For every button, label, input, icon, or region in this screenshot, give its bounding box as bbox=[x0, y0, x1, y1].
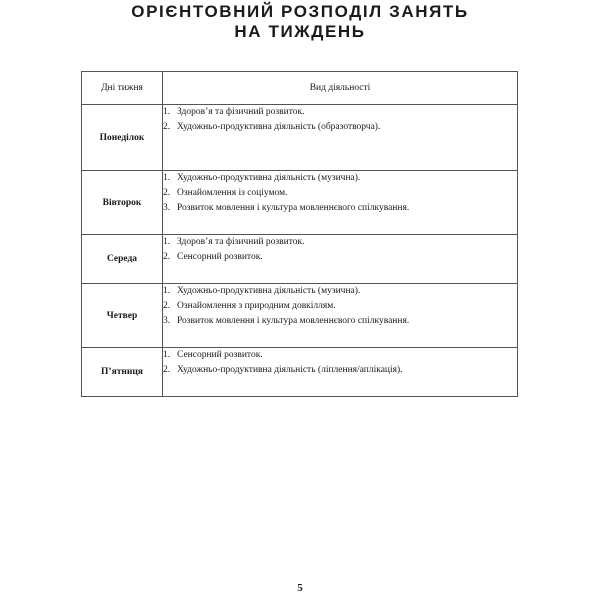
list-item bbox=[163, 235, 517, 250]
list-item bbox=[163, 299, 517, 314]
item-number: 1. bbox=[163, 173, 171, 183]
activities-cell bbox=[163, 171, 518, 235]
page-title-line-1: ОРІЄНТОВНИЙ РОЗПОДІЛ ЗАНЯТЬ bbox=[131, 2, 469, 21]
list-item bbox=[163, 201, 517, 216]
list-item bbox=[163, 250, 517, 265]
activities-cell bbox=[163, 348, 518, 397]
item-text: Здоров’я та фізичний розвиток. bbox=[177, 107, 305, 117]
table-header-row bbox=[82, 72, 518, 105]
list-item bbox=[163, 171, 517, 186]
list-item bbox=[163, 105, 517, 120]
table-row bbox=[82, 171, 518, 235]
item-text: Ознайомлення з природним довкіллям. bbox=[177, 301, 336, 311]
item-number: 2. bbox=[163, 252, 171, 262]
day-cell: П’ятниця bbox=[82, 348, 163, 397]
item-text: Здоров’я та фізичний розвиток. bbox=[177, 237, 305, 247]
item-number: 2. bbox=[163, 301, 171, 311]
page-title-line-2: НА ТИЖДЕНЬ bbox=[234, 22, 366, 41]
list-item bbox=[163, 120, 517, 135]
day-cell: Вівторок bbox=[82, 171, 163, 235]
activity-list bbox=[163, 235, 517, 265]
table-row bbox=[82, 105, 518, 171]
item-text: Художньо-продуктивна діяльність (ліплення/аплікація). bbox=[177, 365, 403, 375]
item-text: Розвиток мовлення і культура мовленнєвого спілкування. bbox=[177, 203, 410, 213]
table-row bbox=[82, 235, 518, 284]
header-day-column: Дні тижня bbox=[82, 72, 163, 105]
header-activity-column: Вид діяльності bbox=[163, 72, 518, 105]
item-number: 1. bbox=[163, 107, 171, 117]
item-text: Художньо-продуктивна діяльність (образотворча). bbox=[177, 122, 381, 132]
day-cell: Четвер bbox=[82, 284, 163, 348]
list-item bbox=[163, 348, 517, 363]
item-number: 1. bbox=[163, 286, 171, 296]
item-text: Розвиток мовлення і культура мовленнєвого спілкування. bbox=[177, 316, 410, 326]
item-number: 3. bbox=[163, 203, 171, 213]
activity-list bbox=[163, 105, 517, 135]
activity-list bbox=[163, 171, 517, 216]
item-number: 2. bbox=[163, 188, 171, 198]
day-cell: Середа bbox=[82, 235, 163, 284]
list-item bbox=[163, 314, 517, 329]
activities-cell bbox=[163, 235, 518, 284]
activities-cell bbox=[163, 284, 518, 348]
activities-cell bbox=[163, 105, 518, 171]
activity-list bbox=[163, 284, 517, 329]
day-cell: Понеділок bbox=[82, 105, 163, 171]
list-item bbox=[163, 363, 517, 378]
item-text: Художньо-продуктивна діяльність (музична). bbox=[177, 173, 361, 183]
item-number: 1. bbox=[163, 350, 171, 360]
list-item bbox=[163, 186, 517, 201]
weekly-schedule-table bbox=[81, 71, 518, 397]
item-number: 3. bbox=[163, 316, 171, 326]
item-text: Сенсорний розвиток. bbox=[177, 350, 263, 360]
page-number: 5 bbox=[297, 582, 303, 594]
item-number: 2. bbox=[163, 365, 171, 375]
table-row bbox=[82, 284, 518, 348]
item-number: 2. bbox=[163, 122, 171, 132]
page-title bbox=[0, 2, 600, 42]
table-row bbox=[82, 348, 518, 397]
list-item bbox=[163, 284, 517, 299]
item-text: Художньо-продуктивна діяльність (музична). bbox=[177, 286, 361, 296]
item-number: 1. bbox=[163, 237, 171, 247]
item-text: Сенсорний розвиток. bbox=[177, 252, 263, 262]
item-text: Ознайомлення із соціумом. bbox=[177, 188, 288, 198]
activity-list bbox=[163, 348, 517, 378]
